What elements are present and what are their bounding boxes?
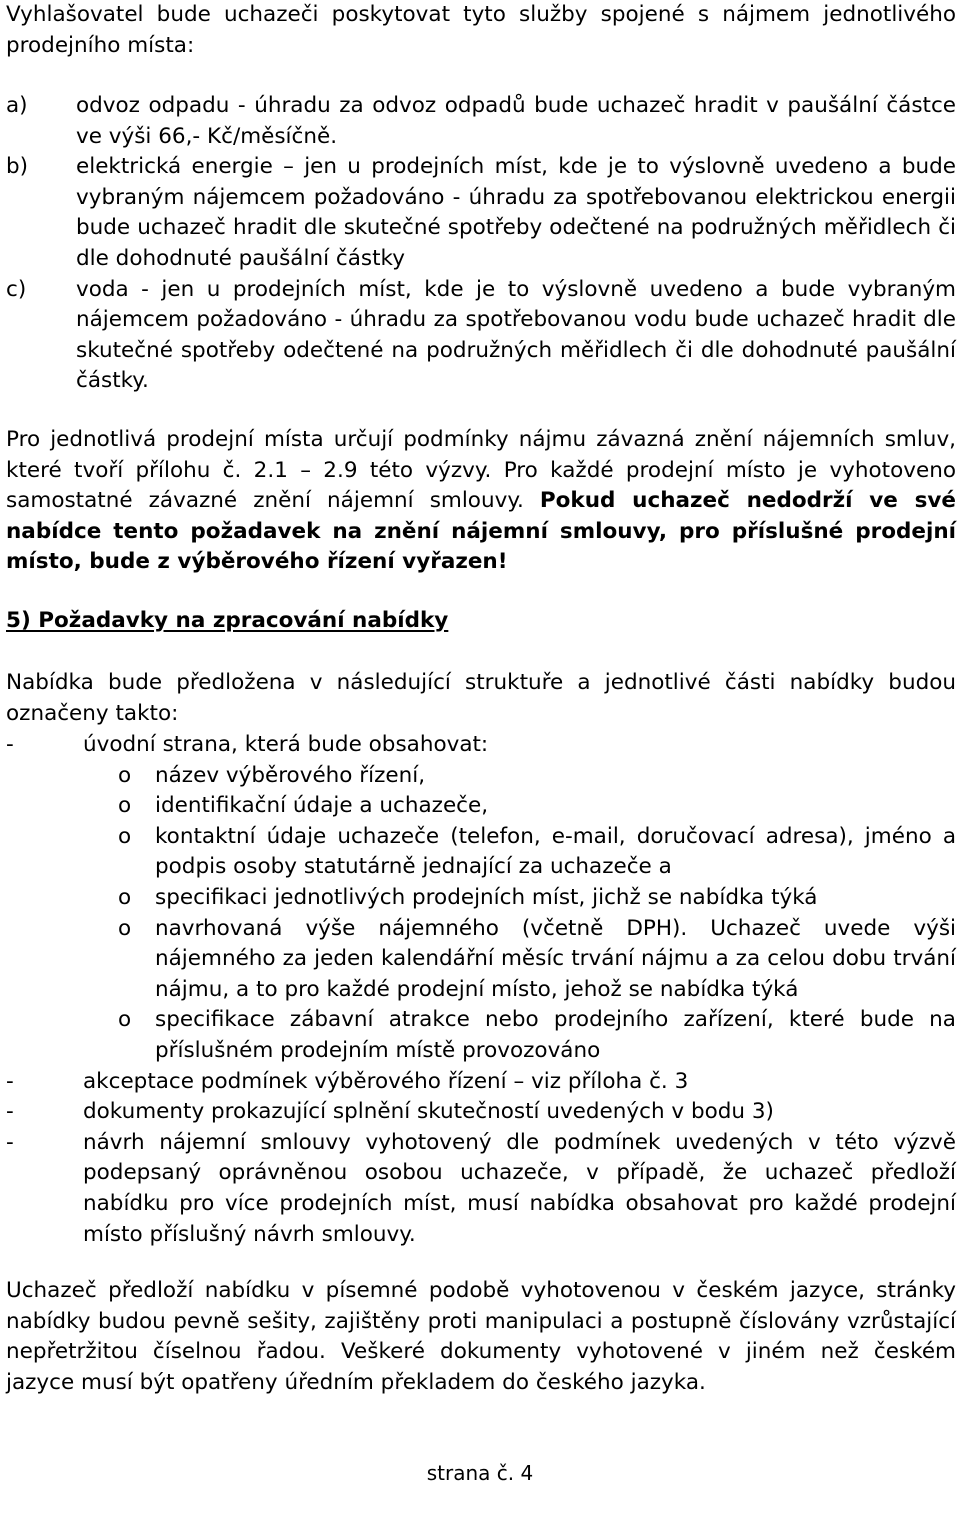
offer-item-acceptance	[6, 1067, 956, 1098]
cover-page-sublist	[6, 761, 956, 1067]
conditions-text: Pro jednotlivá prodejní místa určují podmínky nájmu závazná znění nájemních smluv, které tvoří přílohu č. 2.1 – 2.9 této výzvy. Pro každé prodejní místo je vyhotoveno samostatné závazné znění nájemní smlouvy.	[6, 427, 956, 514]
services-list	[6, 91, 956, 397]
offer-item-text: dokumenty prokazující splnění skutečností uvedených v bodu 3)	[83, 1099, 774, 1125]
list-marker: o	[118, 762, 132, 788]
offer-item-text: úvodní strana, která bude obsahovat:	[83, 732, 489, 757]
section-5-intro	[6, 668, 956, 729]
service-item-b	[6, 152, 956, 274]
cover-subitem-text: specifikaci jednotlivých prodejních míst, jichž se nabídka týká	[155, 884, 818, 910]
cover-subitem-text: specifikace zábavní atrakce nebo prodejního zařízení, které bude na příslušném prodejním místě provozováno	[155, 1007, 956, 1063]
page-number	[0, 1458, 960, 1489]
offer-item-cover-page	[6, 730, 956, 761]
cover-subitem	[6, 1005, 956, 1066]
list-marker: -	[6, 732, 14, 757]
section-5-title: 5) Požadavky na zpracování nabídky	[6, 608, 449, 633]
cover-subitem	[6, 761, 956, 792]
list-marker: -	[6, 1068, 14, 1094]
list-marker: a)	[6, 93, 28, 118]
section-5-intro-text: Nabídka bude předložena v následující struktuře a jednotlivé části nabídky budou označeny takto:	[6, 670, 956, 726]
offer-item-text: akceptace podmínek výběrového řízení – viz příloha č. 3	[83, 1068, 689, 1094]
offer-item-contract-draft	[6, 1128, 956, 1250]
cover-subitem-text: navrhovaná výše nájemného (včetně DPH). Uchazeč uvede výši nájemného za jeden kalendářní měsíc trvání nájmu a za celou dobu trvání nájmu, a to pro každé prodejní místo, jehož se nabídka týká	[155, 915, 956, 1002]
list-marker: -	[6, 1129, 14, 1155]
offer-structure-list	[6, 730, 956, 1250]
cover-subitem	[6, 822, 956, 883]
conditions-warning: Pokud uchazeč nedodrží ve své nabídce tento požadavek na znění nájemní smlouvy, pro příslušné prodejní místo, bude z výběrového řízení vyřazen!	[6, 488, 956, 575]
cover-subitem	[6, 791, 956, 822]
service-text: elektrická energie – jen u prodejních míst, kde je to výslovně uvedeno a bude vybraným nájemcem požadováno - úhradu za spotřebovanou elektrickou energii bude uchazeč hradit dle skutečné spotřeby odečtené na podružných měřidlech či dle dohodnuté paušální částky	[76, 154, 956, 271]
list-marker: c)	[6, 276, 27, 302]
offer-item-text: návrh nájemní smlouvy vyhotovený dle podmínek uvedených v této výzvě podepsaný oprávněnou osobou uchazeče, v případě, že uchazeč předloží nabídku pro více prodejních míst, musí nabídka obsahovat pro každé prodejní místo příslušný návrh smlouvy.	[83, 1129, 956, 1247]
list-marker: o	[118, 884, 132, 910]
offer-item-documents	[6, 1097, 956, 1128]
services-intro-text: Vyhlašovatel bude uchazeči poskytovat tyto služby spojené s nájmem jednotlivého prodejního místa:	[6, 2, 956, 58]
service-item-c	[6, 275, 956, 397]
page-number-label: strana č. 4	[426, 1461, 534, 1485]
list-marker: o	[118, 823, 132, 849]
service-item-a	[6, 91, 956, 152]
section-heading	[6, 606, 956, 637]
cover-subitem-text: název výběrového řízení,	[155, 762, 426, 788]
cover-subitem	[6, 883, 956, 914]
closing-text: Uchazeč předloží nabídku v písemné podobě vyhotovenou v českém jazyce, stránky nabídky budou pevně sešity, zajištěny proti manipulaci a postupně číslovány vzrůstající nepřetržitou číselnou řadou. Veškeré dokumenty vyhotovené v jiném než českém jazyce musí být opatřeny úředním překladem do českého jazyka.	[6, 1278, 956, 1395]
list-marker: o	[118, 793, 132, 819]
service-text: odvoz odpadu - úhradu za odvoz odpadů bude uchazeč hradit v paušální částce ve výši 66,- Kč/měsíčně.	[76, 93, 956, 149]
list-marker: o	[118, 1007, 132, 1033]
list-marker: -	[6, 1099, 14, 1125]
services-intro-paragraph	[6, 0, 956, 61]
cover-subitem	[6, 914, 956, 1006]
cover-subitem-text: identifikační údaje a uchazeče,	[155, 793, 489, 819]
list-marker: b)	[6, 154, 29, 180]
conditions-paragraph	[6, 425, 956, 578]
service-text: voda - jen u prodejních míst, kde je to výslovně uvedeno a bude vybraným nájemcem požadováno - úhradu za spotřebovanou vodu bude uchazeč hradit dle skutečné spotřeby odečtené na podružných měřidlech či dle dohodnuté paušální částky.	[76, 276, 956, 394]
list-marker: o	[118, 915, 132, 941]
closing-paragraph	[6, 1276, 956, 1398]
cover-subitem-text: kontaktní údaje uchazeče (telefon, e-mail, doručovací adresa), jméno a podpis osoby statutárně jednající za uchazeče a	[155, 823, 956, 880]
